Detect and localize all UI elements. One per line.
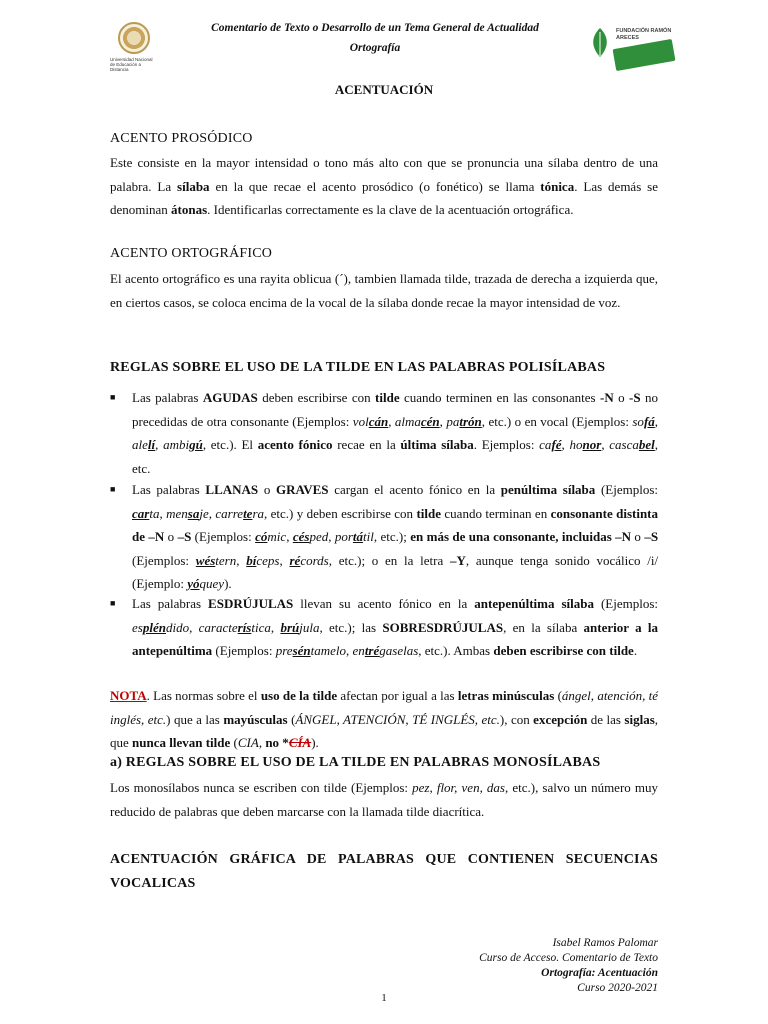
document-title: ACENTUACIÓN bbox=[334, 82, 434, 97]
heading-secuencias-l1: ACENTUACIÓN GRÁFICA DE PALABRAS QUE CONTIENEN SECUENCIAS bbox=[110, 852, 658, 867]
footer-author: Isabel Ramos Palomar bbox=[552, 937, 658, 949]
header-title-line2: Ortografía bbox=[349, 42, 401, 54]
uned-seal-icon bbox=[118, 22, 150, 54]
bullet-square-icon: ■ bbox=[110, 392, 116, 402]
struck-example: CÍA bbox=[288, 735, 312, 750]
fra-green-badge bbox=[613, 39, 676, 71]
nota-label: NOTA bbox=[110, 688, 147, 703]
uned-logo bbox=[110, 22, 154, 72]
bullet-square-icon: ■ bbox=[110, 484, 116, 494]
fundacion-ramon-areces-logo bbox=[586, 20, 674, 70]
paragraph-ortografico: El acento ortográfico es una rayita oblicua (´), tambien llamada tilde, trazada de derecha a izquierda que, en ciertos casos, se coloca encima de la vocal de la sílaba donde recae la mayor intensidad de voz. bbox=[110, 271, 658, 310]
heading-reglas-polisilabas: REGLAS SOBRE EL USO DE LA TILDE EN LAS PALABRAS POLISÍLABAS bbox=[110, 360, 606, 375]
list-item-agudas: ■ Las palabras AGUDAS deben escribirse con tilde cuando terminen en las consonantes -N o -S no precedidas de otra consonante (Ejemplos: volcán, almacén, patrón, etc.) o en vocal (Ejemplos: sofá, alelí, ambigú, etc.). El acento fónico recae en la última sílaba. Ejemplos: café, honor, cascabel, etc. bbox=[110, 386, 658, 480]
fra-logo-text: FUNDACIÓN RAMÓN ARECES bbox=[616, 28, 672, 41]
header-title-line1: Comentario de Texto o Desarrollo de un Tema General de Actualidad bbox=[211, 22, 539, 34]
list-item-esdrujulas: ■ Las palabras ESDRÚJULAS llevan su acento fónico en la antepenúltima sílaba (Ejemplos: espléndido, característica, brújula, etc.); las SOBRESDRÚJULAS, en la sílaba anterior a la antepenúltima (Ejemplos: preséntamelo, entrégaselas, etc.). Ambas deben escribirse con tilde. bbox=[110, 592, 658, 663]
heading-secuencias-l2: VOCALICAS bbox=[110, 876, 196, 891]
footer-topic: Ortografía: Acentuación bbox=[541, 967, 658, 979]
list-item-llanas: ■ Las palabras LLANAS o GRAVES cargan el acento fónico en la penúltima sílaba (Ejemplos: carta, mensaje, carretera, etc.) y deben escribirse con tilde cuando terminan en consonante distinta de –N o –S (Ejemplos: cómic, césped, portátil, etc.); en más de una consonante, incluidas –N o –S (Ejemplos: wéstern, bíceps, récords, etc.); o en la letra –Y, aunque tenga sonido vocálico /i/ (Ejemplo: yóquey). bbox=[110, 478, 658, 596]
leaf-icon bbox=[588, 26, 612, 58]
footer-course: Curso de Acceso. Comentario de Texto bbox=[479, 952, 658, 964]
uned-logo-text: Universidad Nacional de Educación a Distancia bbox=[110, 57, 153, 72]
paragraph-prosodico: Este consiste en la mayor intensidad o tono más alto con que se pronuncia una sílaba dentro de una palabra. La sílaba en la que recae el acento prosódico (o fonético) se llama tónica. Las demás se denominan átonas. Identificarlas correctamente es la clave de la acentuación ortográfica. bbox=[110, 155, 658, 217]
heading-reglas-monosilabas: a) REGLAS SOBRE EL USO DE LA TILDE EN PALABRAS MONOSÍLABAS bbox=[110, 755, 601, 770]
paragraph-nota: NOTA. Las normas sobre el uso de la tilde afectan por igual a las letras minúsculas (ángel, atención, té inglés, etc.) que a las mayúsculas (ÁNGEL, ATENCIÓN, TÉ INGLÉS, etc.), con excepción de las siglas, que nunca llevan tilde (CIA, no *CÍA). bbox=[110, 688, 658, 750]
heading-acento-prosodico: ACENTO PROSÓDICO bbox=[110, 131, 253, 146]
bullet-square-icon: ■ bbox=[110, 598, 116, 608]
heading-acento-ortografico: ACENTO ORTOGRÁFICO bbox=[110, 246, 273, 261]
paragraph-monosilabas: Los monosílabos nunca se escriben con tilde (Ejemplos: pez, flor, ven, das, etc.), salvo un número muy reducido de palabras que deben marcarse con la llamada tilde diacrítica. bbox=[110, 780, 658, 819]
footer bbox=[479, 936, 658, 996]
header-title bbox=[170, 18, 580, 58]
footer-year: Curso 2020-2021 bbox=[577, 982, 658, 994]
page-number: 1 bbox=[381, 992, 387, 1004]
